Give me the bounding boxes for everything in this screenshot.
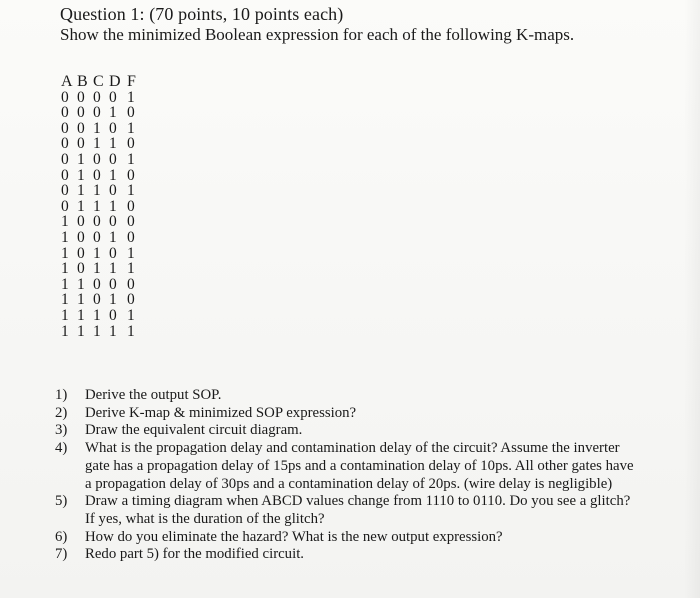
task-line: gate has a propagation delay of 15ps and a contamination delay of 10ps. All other gates have [85, 457, 634, 474]
truth-table-cell: 1 [93, 119, 101, 137]
truth-table-cell: 1 [93, 260, 101, 278]
truth-table-cell: 0 [93, 150, 101, 168]
truth-table-cell: 0 [77, 260, 85, 278]
truth-table-cell: 1 [61, 228, 69, 246]
truth-table-cell: 1 [109, 104, 117, 122]
truth-table-cell: 0 [127, 275, 135, 293]
truth-table-cell: 0 [93, 166, 101, 184]
truth-table-cell: 1 [93, 197, 101, 215]
truth-table-cell: 0 [77, 88, 85, 106]
truth-table-cell: 1 [61, 260, 69, 278]
truth-table-row [61, 277, 143, 293]
truth-table-cell: 0 [109, 213, 117, 231]
truth-table-cell: 0 [127, 228, 135, 246]
truth-table-cell: 1 [93, 244, 101, 262]
task-text [85, 493, 700, 528]
truth-table-row [61, 261, 143, 277]
task-number: 7) [55, 546, 68, 563]
truth-table-cell: 0 [109, 275, 117, 293]
truth-table-cell: 0 [61, 166, 69, 184]
truth-table-row [61, 324, 143, 340]
truth-table-cell: 0 [93, 213, 101, 231]
task-line: a propagation delay of 30ps and a contamination delay of 20ps. (wire delay is negligible) [85, 475, 613, 492]
truth-table-cell: 1 [61, 244, 69, 262]
truth-table-cell: 1 [61, 291, 69, 309]
truth-table-cell: 0 [127, 166, 135, 184]
truth-table-cell: 1 [61, 213, 69, 231]
truth-table-cell: 1 [61, 275, 69, 293]
truth-table-cell: 0 [61, 150, 69, 168]
truth-table-cell: 1 [109, 228, 117, 246]
truth-table-cell: 0 [109, 88, 117, 106]
task-text [85, 387, 700, 405]
truth-table-cell: 0 [77, 228, 85, 246]
truth-table-cell: 1 [109, 291, 117, 309]
task-line: What is the propagation delay and contamination delay of the circuit? Assume the inverter [85, 440, 620, 457]
truth-table-cell: 0 [93, 104, 101, 122]
truth-table-cell: 0 [93, 291, 101, 309]
truth-table-row [61, 90, 143, 106]
task-number: 4) [55, 440, 68, 457]
truth-table-cell: 1 [127, 322, 135, 340]
task-item [55, 546, 700, 564]
task-item [55, 422, 700, 440]
task-number: 1) [55, 387, 68, 403]
truth-table-row [61, 121, 143, 137]
truth-table-cell: 1 [109, 135, 117, 153]
truth-table-cell: 0 [109, 306, 117, 324]
truth-table-cell: 0 [61, 135, 69, 153]
truth-table-cell: 1 [77, 322, 85, 340]
truth-table-cell: 1 [127, 182, 135, 200]
truth-table-cell: 0 [127, 197, 135, 215]
truth-table-cell: 1 [127, 88, 135, 106]
truth-table-row [61, 230, 143, 246]
truth-table-cell: 1 [61, 322, 69, 340]
truth-table-cell: 0 [109, 244, 117, 262]
truth-table-cell: 1 [127, 119, 135, 137]
truth-table-cell: 0 [93, 228, 101, 246]
truth-table-cell: 0 [77, 244, 85, 262]
task-number: 6) [55, 528, 68, 545]
task-line: If yes, what is the duration of the glitch? [85, 510, 325, 527]
truth-table-row [61, 214, 143, 230]
truth-table-row [61, 308, 143, 324]
task-line: Derive the output SOP. [85, 387, 222, 403]
truth-table-row [61, 199, 143, 215]
truth-table-cell: 0 [127, 213, 135, 231]
truth-table-cell: 1 [77, 291, 85, 309]
truth-table-header-cell: D [109, 73, 121, 90]
truth-table-cell: 1 [109, 322, 117, 340]
truth-table-row [61, 168, 143, 184]
truth-table-cell: 0 [127, 291, 135, 309]
truth-table-header-cell: F [127, 73, 136, 90]
truth-table-header [61, 74, 143, 90]
truth-table-cell: 0 [109, 119, 117, 137]
truth-table-cell: 1 [127, 306, 135, 324]
question-instruction: Show the minimized Boolean expression for each of the following K-maps. [60, 25, 575, 44]
task-line: Draw a timing diagram when ABCD values change from 1110 to 0110. Do you see a glitch? [85, 493, 631, 510]
task-text [85, 422, 700, 440]
truth-table-header-cell: C [93, 73, 104, 90]
truth-table-cell: 1 [77, 150, 85, 168]
truth-table-row [61, 183, 143, 199]
truth-table-cell: 1 [109, 260, 117, 278]
truth-table-cell: 0 [127, 135, 135, 153]
task-item [55, 493, 700, 528]
task-list [55, 387, 700, 564]
truth-table-row [61, 152, 143, 168]
truth-table-cell: 0 [109, 150, 117, 168]
truth-table-cell: 0 [93, 275, 101, 293]
truth-table-cell: 1 [77, 197, 85, 215]
truth-table [61, 74, 143, 339]
task-item [55, 387, 700, 405]
truth-table-cell: 1 [127, 260, 135, 278]
truth-table-cell: 1 [93, 306, 101, 324]
task-item [55, 405, 700, 423]
truth-table-cell: 1 [77, 275, 85, 293]
truth-table-cell: 0 [61, 197, 69, 215]
task-text [85, 405, 700, 423]
truth-table-cell: 0 [77, 104, 85, 122]
truth-table-row [61, 136, 143, 152]
truth-table-cell: 0 [61, 182, 69, 200]
task-text [85, 529, 700, 547]
task-line: Draw the equivalent circuit diagram. [85, 422, 303, 439]
truth-table-cell: 1 [93, 322, 101, 340]
truth-table-cell: 1 [93, 135, 101, 153]
truth-table-cell: 0 [61, 88, 69, 106]
truth-table-cell: 0 [61, 119, 69, 137]
truth-table-cell: 0 [77, 135, 85, 153]
task-item [55, 529, 700, 547]
truth-table-cell: 1 [127, 150, 135, 168]
truth-table-cell: 1 [77, 306, 85, 324]
truth-table-cell: 0 [61, 104, 69, 122]
truth-table-cell: 0 [127, 104, 135, 122]
truth-table-cell: 1 [109, 166, 117, 184]
truth-table-cell: 0 [77, 119, 85, 137]
truth-table-cell: 1 [109, 197, 117, 215]
truth-table-cell: 0 [93, 88, 101, 106]
truth-table-cell: 1 [77, 182, 85, 200]
task-item [55, 440, 700, 493]
task-number: 5) [55, 493, 68, 510]
truth-table-cell: 1 [93, 182, 101, 200]
task-line: Redo part 5) for the modified circuit. [85, 546, 305, 563]
truth-table-cell: 0 [109, 182, 117, 200]
truth-table-row [61, 105, 143, 121]
truth-table-cell: 1 [61, 306, 69, 324]
task-line: How do you eliminate the hazard? What is the new output expression? [85, 528, 503, 545]
task-number: 3) [55, 422, 68, 439]
truth-table-row [61, 246, 143, 262]
truth-table-cell: 0 [77, 213, 85, 231]
task-number: 2) [55, 404, 68, 421]
truth-table-row [61, 292, 143, 308]
truth-table-cell: 1 [77, 166, 85, 184]
truth-table-cell: 1 [127, 244, 135, 262]
task-text [85, 440, 700, 493]
task-line: Derive K-map & minimized SOP expression? [85, 404, 357, 421]
truth-table-header-cell: A [61, 73, 73, 90]
question-title: Question 1: (70 points, 10 points each) [60, 4, 344, 24]
task-text [85, 546, 700, 564]
truth-table-header-cell: B [77, 73, 88, 90]
